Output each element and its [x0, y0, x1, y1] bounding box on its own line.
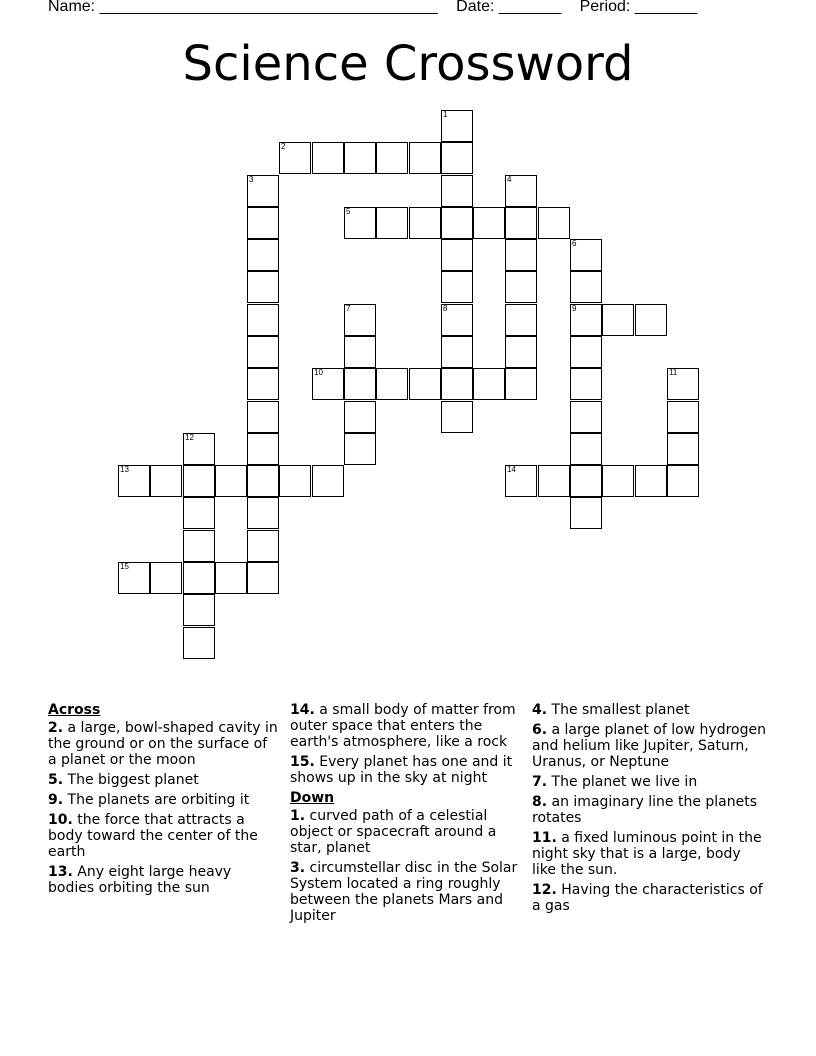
clue-number: 1.: [290, 808, 306, 824]
crossword-cell[interactable]: [247, 562, 279, 594]
crossword-cell[interactable]: [183, 594, 215, 626]
clue-number: 3.: [290, 860, 306, 876]
clue-number: 10.: [48, 812, 73, 828]
clue-across-5: [48, 772, 280, 788]
crossword-cell[interactable]: [344, 142, 376, 174]
crossword-cell[interactable]: [602, 304, 634, 336]
clue-across-14: [290, 702, 522, 750]
clue-number-label: 14: [507, 465, 516, 474]
crossword-cell[interactable]: [344, 336, 376, 368]
clue-number-label: 9: [572, 304, 577, 313]
crossword-cell[interactable]: [635, 304, 667, 336]
crossword-cell[interactable]: [441, 142, 473, 174]
clue-text: The smallest planet: [551, 702, 690, 718]
across-heading: Across: [48, 702, 101, 718]
clue-down-7: [532, 774, 768, 790]
crossword-cell[interactable]: [247, 304, 279, 336]
crossword-cell[interactable]: [183, 465, 215, 497]
crossword-cell[interactable]: [505, 368, 537, 400]
crossword-cell[interactable]: [247, 368, 279, 400]
crossword-cell[interactable]: [441, 401, 473, 433]
crossword-cell[interactable]: [183, 530, 215, 562]
crossword-cell[interactable]: [344, 401, 376, 433]
crossword-cell[interactable]: [570, 497, 602, 529]
crossword-cell[interactable]: [247, 530, 279, 562]
clue-number-label: 13: [120, 465, 129, 474]
clue-number: 7.: [532, 774, 548, 790]
clue-column-1: [48, 702, 280, 900]
crossword-cell[interactable]: [118, 562, 150, 594]
clue-number: 12.: [532, 882, 557, 898]
clue-text: Having the characteristics of a gas: [532, 882, 763, 914]
clue-text: circumstellar disc in the Solar System located a ring roughly between the planets Mars and Jupiter: [290, 860, 518, 924]
crossword-cell[interactable]: [505, 271, 537, 303]
crossword-cell[interactable]: [312, 142, 344, 174]
crossword-cell[interactable]: [344, 207, 376, 239]
crossword-cell[interactable]: [247, 175, 279, 207]
period-field-label[interactable]: Period: _______: [579, 0, 698, 15]
crossword-cell[interactable]: [247, 401, 279, 433]
crossword-cell[interactable]: [312, 465, 344, 497]
crossword-cell[interactable]: [247, 207, 279, 239]
clue-text: The biggest planet: [67, 772, 199, 788]
crossword-cell[interactable]: [279, 465, 311, 497]
clue-text: an imaginary line the planets rotates: [532, 794, 758, 826]
crossword-cell[interactable]: [183, 433, 215, 465]
crossword-cell[interactable]: [505, 175, 537, 207]
clue-down-4: [532, 702, 768, 718]
crossword-cell[interactable]: [538, 465, 570, 497]
crossword-cell[interactable]: [441, 175, 473, 207]
clue-text: Any eight large heavy bodies orbiting the sun: [48, 864, 232, 896]
crossword-cell[interactable]: [473, 368, 505, 400]
clue-number-label: 3: [249, 175, 254, 184]
crossword-cell[interactable]: [247, 271, 279, 303]
clue-number: 9.: [48, 792, 64, 808]
clue-number-label: 4: [507, 175, 512, 184]
crossword-cell[interactable]: [667, 368, 699, 400]
crossword-cell[interactable]: [667, 465, 699, 497]
clue-number-label: 1: [443, 110, 448, 119]
crossword-cell[interactable]: [441, 239, 473, 271]
clue-text: a fixed luminous point in the night sky that is a large, body like the sun.: [532, 830, 762, 878]
clue-across-10: [48, 812, 280, 860]
clue-down-3: [290, 860, 522, 924]
clue-text: Every planet has one and it shows up in the sky at night: [290, 754, 513, 786]
crossword-cell[interactable]: [409, 368, 441, 400]
crossword-cell[interactable]: [183, 497, 215, 529]
crossword-cell[interactable]: [441, 207, 473, 239]
clue-number: 4.: [532, 702, 548, 718]
crossword-cell[interactable]: [279, 142, 311, 174]
clue-text: The planets are orbiting it: [67, 792, 250, 808]
clue-down-6: [532, 722, 768, 770]
crossword-cell[interactable]: [441, 110, 473, 142]
crossword-cell[interactable]: [441, 304, 473, 336]
crossword-cell[interactable]: [183, 627, 215, 659]
clue-number-label: 11: [669, 368, 678, 377]
crossword-cell[interactable]: [409, 207, 441, 239]
down-heading: Down: [290, 790, 335, 806]
crossword-cell[interactable]: [215, 465, 247, 497]
crossword-cell[interactable]: [441, 336, 473, 368]
crossword-cell[interactable]: [376, 142, 408, 174]
crossword-cell[interactable]: [570, 239, 602, 271]
crossword-cell[interactable]: [150, 465, 182, 497]
clue-number-label: 10: [314, 368, 323, 377]
clue-across-13: [48, 864, 280, 896]
clue-number: 13.: [48, 864, 73, 880]
crossword-cell[interactable]: [150, 562, 182, 594]
crossword-cell[interactable]: [183, 562, 215, 594]
crossword-cell[interactable]: [635, 465, 667, 497]
crossword-cell[interactable]: [473, 207, 505, 239]
name-field-label[interactable]: Name: ______________________________________: [48, 0, 438, 15]
clue-text: the force that attracts a body toward the center of the earth: [48, 812, 258, 860]
crossword-cell[interactable]: [441, 368, 473, 400]
crossword-cell[interactable]: [538, 207, 570, 239]
clue-across-15: [290, 754, 522, 786]
clue-number-label: 15: [120, 562, 129, 571]
crossword-cell[interactable]: [602, 465, 634, 497]
crossword-cell[interactable]: [376, 368, 408, 400]
crossword-cell[interactable]: [505, 465, 537, 497]
date-field-label[interactable]: Date: _______: [456, 0, 562, 15]
clue-text: a large, bowl-shaped cavity in the ground or on the surface of a planet or the moon: [48, 720, 278, 768]
clue-column-2: [290, 702, 522, 928]
clue-number-label: 7: [346, 304, 351, 313]
clue-column-3: [532, 702, 768, 918]
crossword-cell[interactable]: [247, 497, 279, 529]
crossword-cell[interactable]: [505, 239, 537, 271]
crossword-cell[interactable]: [570, 465, 602, 497]
clue-number: 11.: [532, 830, 557, 846]
crossword-cell[interactable]: [312, 368, 344, 400]
clue-down-1: [290, 808, 522, 856]
crossword-cell[interactable]: [667, 433, 699, 465]
crossword-cell[interactable]: [441, 271, 473, 303]
clue-across-2: [48, 720, 280, 768]
clue-text: a small body of matter from outer space that enters the earth's atmosphere, like a rock: [290, 702, 516, 750]
crossword-cell[interactable]: [667, 401, 699, 433]
crossword-cell[interactable]: [505, 207, 537, 239]
crossword-cell[interactable]: [376, 207, 408, 239]
crossword-cell[interactable]: [505, 336, 537, 368]
clue-number-label: 12: [185, 433, 194, 442]
page-title: Science Crossword: [182, 36, 634, 92]
crossword-cell[interactable]: [247, 336, 279, 368]
clue-down-11: [532, 830, 768, 878]
crossword-cell[interactable]: [570, 368, 602, 400]
crossword-cell[interactable]: [344, 304, 376, 336]
crossword-cell[interactable]: [247, 239, 279, 271]
crossword-cell[interactable]: [409, 142, 441, 174]
clue-number-label: 8: [443, 304, 448, 313]
crossword-cell[interactable]: [215, 562, 247, 594]
clue-number-label: 2: [281, 142, 286, 151]
crossword-cell[interactable]: [505, 304, 537, 336]
crossword-cell[interactable]: [570, 304, 602, 336]
crossword-cell[interactable]: [570, 401, 602, 433]
clue-number-label: 5: [346, 207, 351, 216]
crossword-cell[interactable]: [570, 433, 602, 465]
clue-number: 6.: [532, 722, 548, 738]
clue-number: 14.: [290, 702, 315, 718]
clue-across-9: [48, 792, 280, 808]
crossword-cell[interactable]: [247, 433, 279, 465]
clue-down-8: [532, 794, 768, 826]
crossword-cell[interactable]: [570, 336, 602, 368]
clue-text: a large planet of low hydrogen and helium like Jupiter, Saturn, Uranus, or Neptune: [532, 722, 766, 770]
clue-number: 2.: [48, 720, 64, 736]
clue-number: 15.: [290, 754, 315, 770]
crossword-cell[interactable]: [344, 368, 376, 400]
crossword-cell[interactable]: [247, 465, 279, 497]
clue-text: curved path of a celestial object or spacecraft around a star, planet: [290, 808, 497, 856]
crossword-cell[interactable]: [344, 433, 376, 465]
clue-text: The planet we live in: [551, 774, 698, 790]
clue-down-12: [532, 882, 768, 914]
clue-number: 8.: [532, 794, 548, 810]
clue-number: 5.: [48, 772, 64, 788]
crossword-cell[interactable]: [118, 465, 150, 497]
crossword-cell[interactable]: [570, 271, 602, 303]
clue-number-label: 6: [572, 239, 577, 248]
